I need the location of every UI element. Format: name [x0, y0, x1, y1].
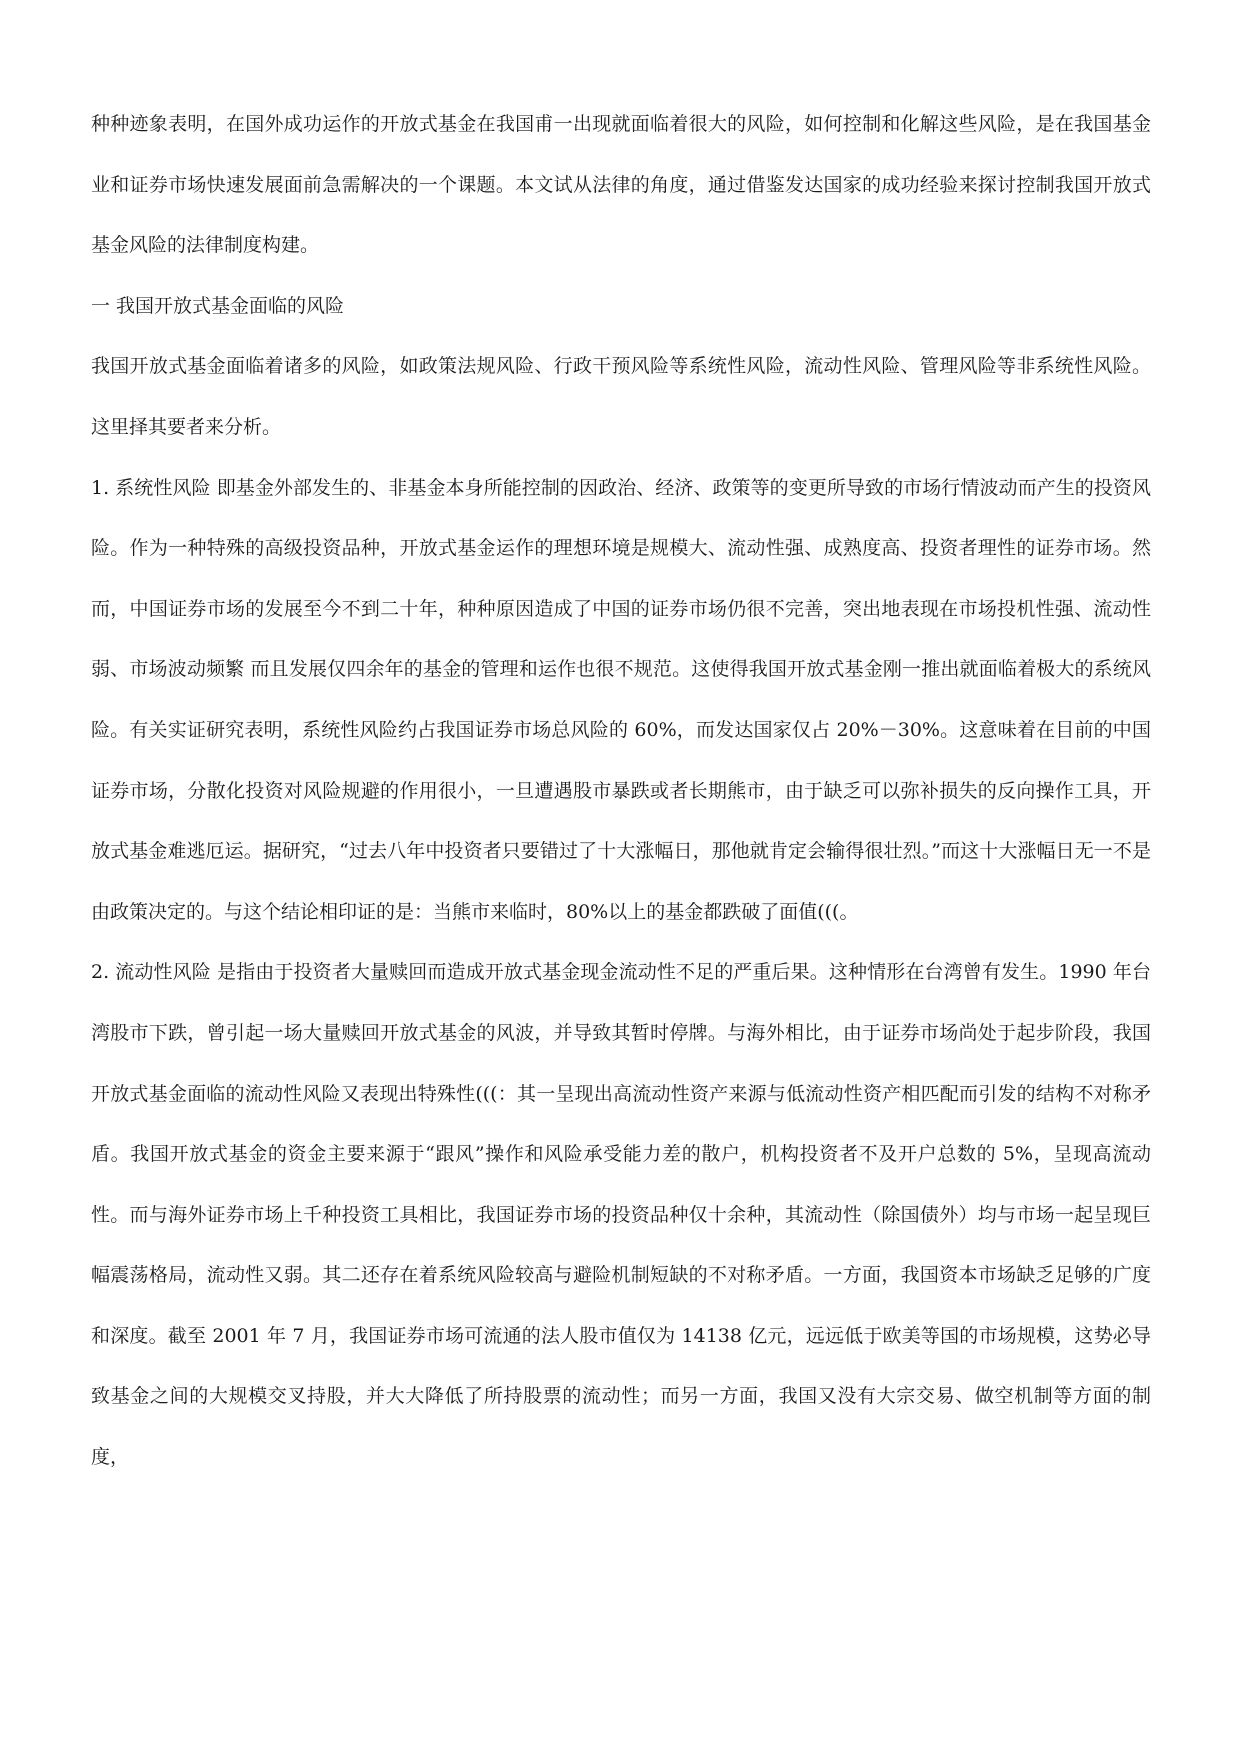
section-heading: 一 我国开放式基金面临的风险: [91, 294, 345, 317]
risk-overview-paragraph: 我国开放式基金面临着诸多的风险，如政策法规风险、行政干预风险等系统性风险，流动性风险、管理风险等非系统性风险。这里择其要者来分析。: [91, 355, 1151, 438]
systemic-risk-paragraph: 1. 系统性风险 即基金外部发生的、非基金本身所能控制的因政治、经济、政策等的变更所导致的市场行情波动而产生的投资风险。作为一种特殊的高级投资品种，开放式基金运作的理想环境是规模大、流动性强、成熟度高、投资者理性的证券市场。然而，中国证券市场的发展至今不到二十年，种种原因造成了中国的证券市场仍很不完善，突出地表现在市场投机性强、流动性弱、市场波动频繁 而且发展仅四余年的基金的管理和运作也很不规范。这使得我国开放式基金刚一推出就面临着极大的系统风险。有关实证研究表明，系统性风险约占我国证券市场总风险的 60%，而发达国家仅占 20%－30%。这意味着在目前的中国证券市场，分散化投资对风险规避的作用很小，一旦遭遇股市暴跌或者长期熊市，由于缺乏可以弥补损失的反向操作工具，开放式基金难逃厄运。据研究，“过去八年中投资者只要错过了十大涨幅日，那他就肯定会输得很壮烈。”而这十大涨幅日无一不是由政策决定的。与这个结论相印证的是：当熊市来临时，80%以上的基金都跌破了面值(((。: [91, 476, 1151, 923]
document-body: [91, 94, 1151, 1488]
intro-paragraph: 种种迹象表明，在国外成功运作的开放式基金在我国甫一出现就面临着很大的风险，如何控制和化解这些风险，是在我国基金业和证券市场快速发展面前急需解决的一个课题。本文试从法律的角度，通过借鉴发达国家的成功经验来探讨控制我国开放式基金风险的法律制度构建。: [91, 113, 1151, 257]
liquidity-risk-paragraph: 2. 流动性风险 是指由于投资者大量赎回而造成开放式基金现金流动性不足的严重后果。这种情形在台湾曾有发生。1990 年台湾股市下跌，曾引起一场大量赎回开放式基金的风波，并导致其暂时停牌。与海外相比，由于证券市场尚处于起步阶段，我国开放式基金面临的流动性风险又表现出特殊性(((：其一呈现出高流动性资产来源与低流动性资产相匹配而引发的结构不对称矛盾。我国开放式基金的资金主要来源于“跟风”操作和风险承受能力差的散户，机构投资者不及开户总数的 5%，呈现高流动性。而与海外证券市场上千种投资工具相比，我国证券市场的投资品种仅十余种，其流动性（除国债外）均与市场一起呈现巨幅震荡格局，流动性又弱。其二还存在着系统风险较高与避险机制短缺的不对称矛盾。一方面，我国资本市场缺乏足够的广度和深度。截至 2001 年 7 月，我国证券市场可流通的法人股市值仅为 14138 亿元，远远低于欧美等国的市场规模，这势必导致基金之间的大规模交叉持股，并大大降低了所持股票的流动性；而另一方面，我国又没有大宗交易、做空机制等方面的制度，: [91, 961, 1151, 1469]
